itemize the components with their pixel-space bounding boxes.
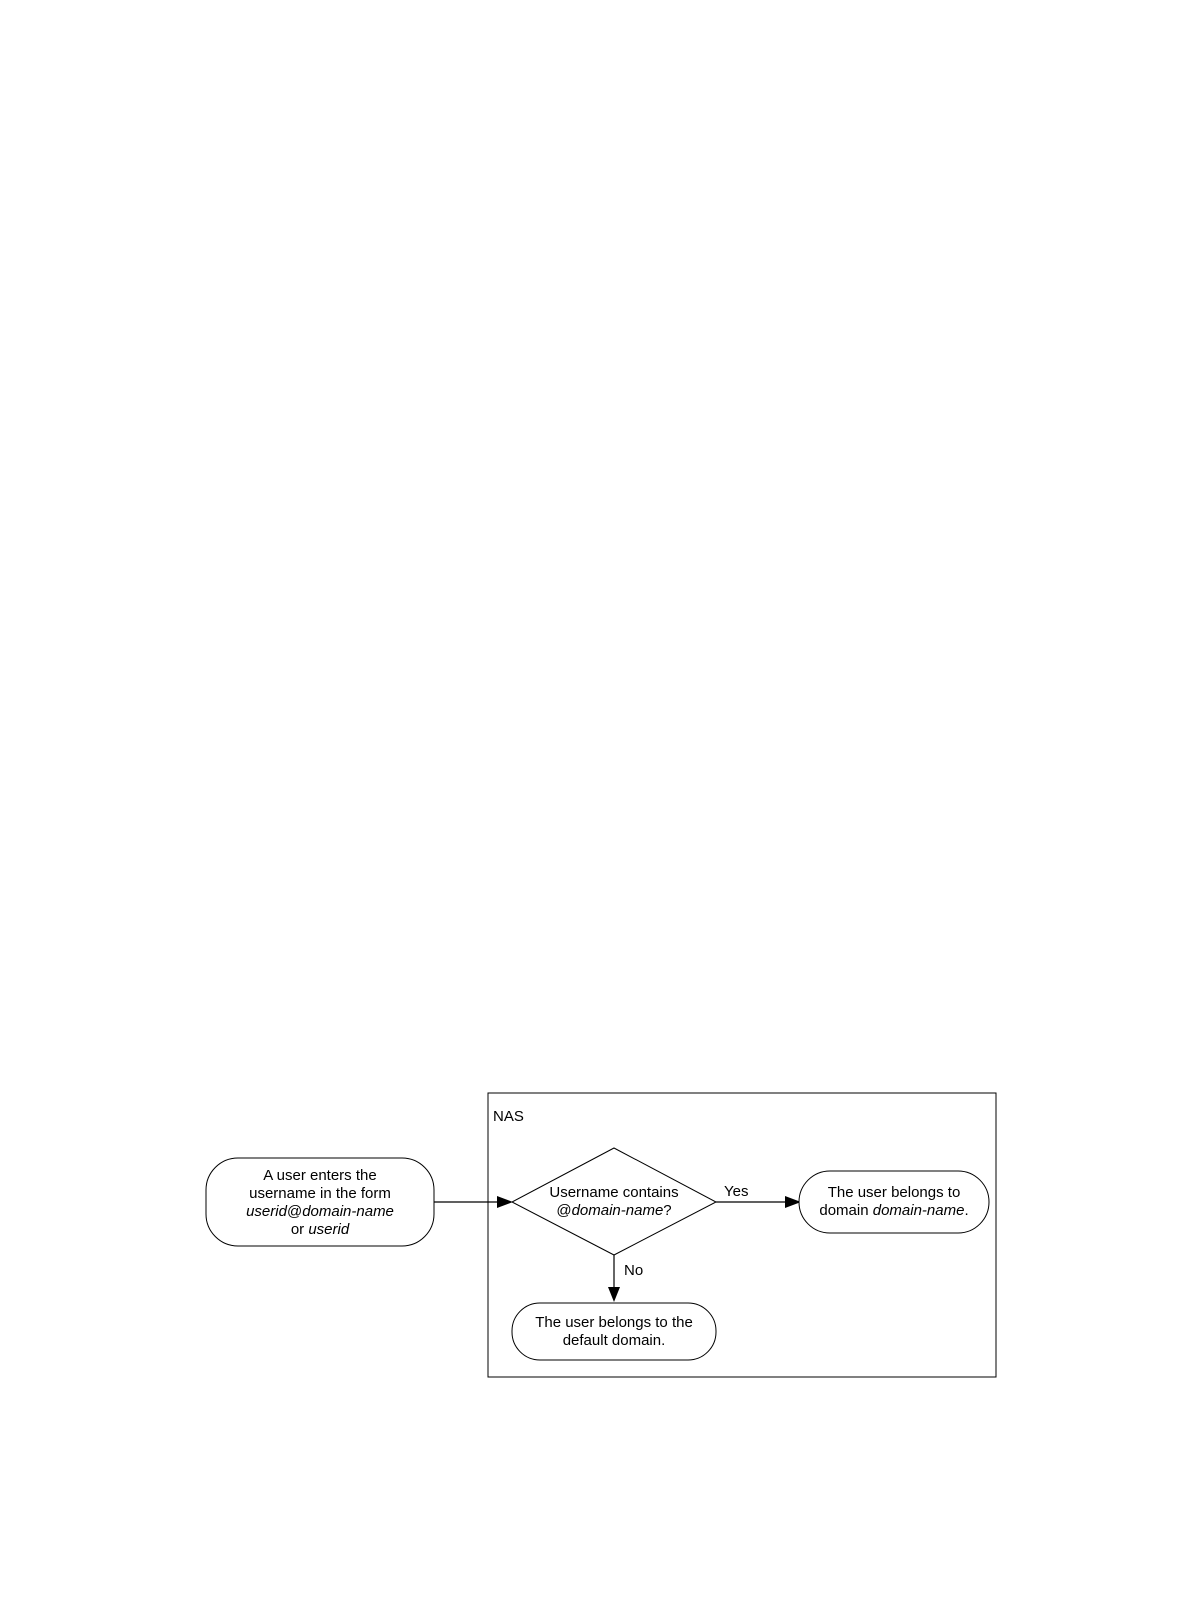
decision-line1: Username contains — [549, 1184, 679, 1201]
decision-line2 — [556, 1202, 671, 1219]
edge-label-yes: Yes — [724, 1183, 749, 1200]
start-node-line3-a: userid — [246, 1203, 287, 1220]
yes-outcome-line2-italic: domain-name — [872, 1202, 965, 1219]
yes-outcome-line2-plain: domain — [819, 1202, 873, 1219]
yes-outcome-node — [799, 1171, 989, 1233]
start-node-line1: A user enters the — [263, 1167, 377, 1184]
start-node-line3-b: domain-name — [302, 1203, 394, 1220]
no-outcome-line1: The user belongs to the — [535, 1314, 693, 1331]
start-node-line2: username in the form — [249, 1185, 391, 1202]
start-node-line4 — [291, 1221, 350, 1238]
decision-line2-italic: domain-name — [571, 1202, 664, 1219]
arrow-start-to-decision-head — [497, 1196, 513, 1208]
start-node-line3 — [246, 1203, 394, 1220]
yes-outcome-line2-end: . — [964, 1202, 969, 1219]
start-node-line4-plain: or — [290, 1221, 309, 1238]
start-node — [206, 1158, 434, 1246]
arrow-no-head — [608, 1287, 620, 1302]
yes-outcome-line1: The user belongs to — [827, 1184, 961, 1201]
decision-line2-q: ? — [663, 1202, 672, 1219]
edge-label-no: No — [624, 1262, 644, 1279]
decision-line2-at: @ — [556, 1202, 572, 1219]
yes-outcome-line2 — [819, 1202, 968, 1219]
start-node-line3-at: @ — [286, 1203, 303, 1220]
start-node-line4-italic: userid — [308, 1221, 350, 1238]
no-outcome-line2: default domain. — [562, 1332, 666, 1349]
no-outcome-node — [512, 1303, 716, 1360]
nas-label: NAS — [493, 1108, 524, 1125]
decision-node — [512, 1148, 716, 1255]
